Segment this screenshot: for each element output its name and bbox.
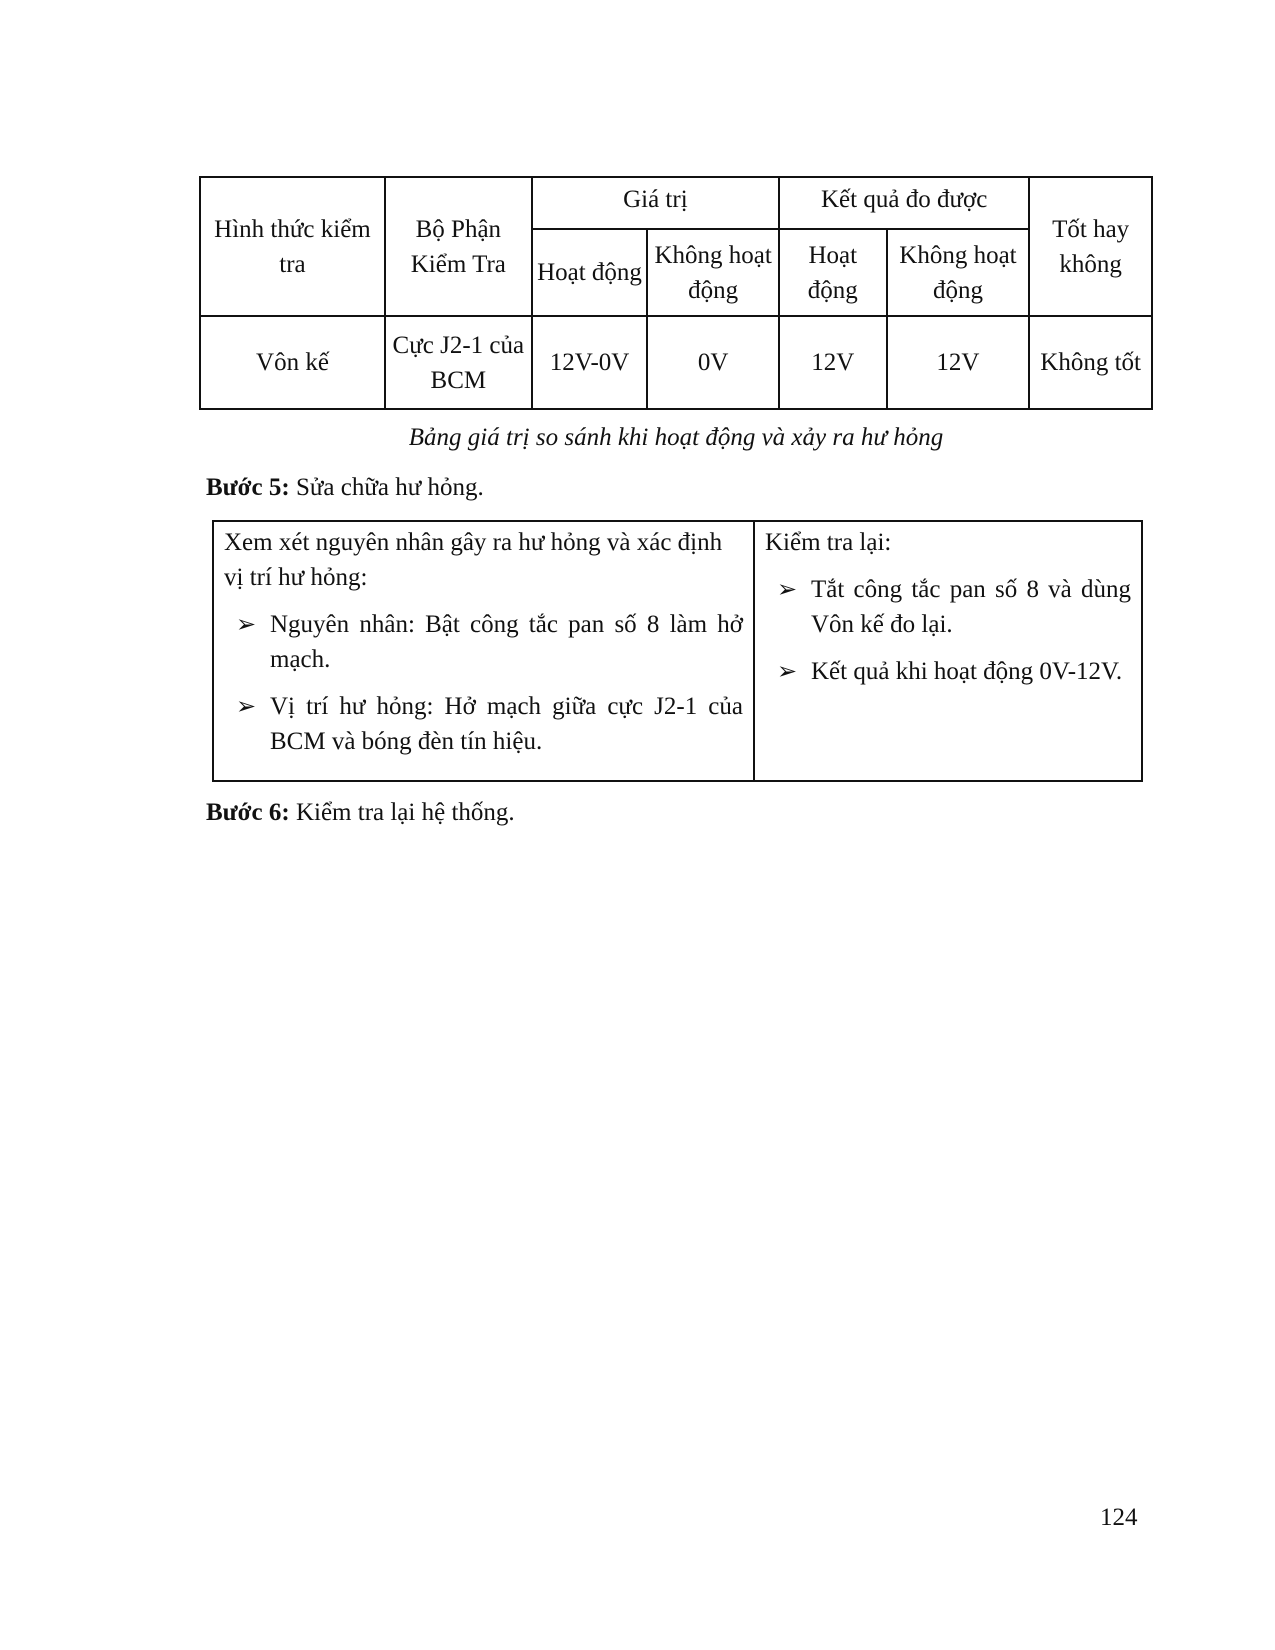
cell-gia-tri-khong-hoat-dong: 0V	[647, 316, 779, 409]
table-row	[200, 316, 1152, 409]
header-hoat-dong: Hoạt động	[779, 229, 887, 316]
arrow-bullet-icon: ➢	[777, 659, 798, 685]
header-hinh-thuc: Hình thức kiểm tra	[200, 177, 385, 316]
cell-tot-hay-khong: Không tốt	[1029, 316, 1152, 409]
arrow-bullet-icon: ➢	[777, 577, 798, 603]
list-item	[224, 607, 743, 677]
step-6-label: Bước 6:	[206, 799, 290, 826]
header-khong-hoat-dong: Không hoạt động	[647, 229, 779, 316]
location-bullet-text: Vị trí hư hỏng: Hở mạch giữa cực J2-1 của BCM và bóng đèn tín hiệu.	[270, 693, 743, 755]
step-5-label: Bước 5:	[206, 474, 290, 501]
repair-cause-cell	[213, 521, 754, 781]
header-tot-hay-khong: Tốt hay không	[1029, 177, 1152, 316]
repair-recheck-cell	[754, 521, 1142, 781]
cell-ket-qua-hoat-dong: 12V	[779, 316, 887, 409]
recheck-intro: Kiểm tra lại:	[765, 529, 892, 556]
recheck-bullet-text: Tắt công tắc pan số 8 và dùng Vôn kế đo lại.	[811, 576, 1131, 638]
list-item	[765, 572, 1131, 642]
result-bullet-text: Kết quả khi hoạt động 0V-12V.	[811, 658, 1123, 685]
list-item	[224, 689, 743, 759]
header-gia-tri: Giá trị	[532, 177, 779, 229]
cell-hinh-thuc: Vôn kế	[200, 316, 385, 409]
header-khong-hoat-dong: Không hoạt động	[887, 229, 1030, 316]
step-5	[206, 470, 484, 505]
arrow-bullet-icon: ➢	[236, 612, 257, 638]
step-6-text: Kiểm tra lại hệ thống.	[289, 799, 515, 826]
page-number: 124	[1100, 1504, 1138, 1531]
header-hoat-dong: Hoạt động	[532, 229, 648, 316]
list-item	[765, 654, 1131, 689]
cause-intro: Xem xét nguyên nhân gây ra hư hỏng và xác định vị trí hư hỏng:	[224, 529, 723, 591]
header-ket-qua: Kết quả đo được	[779, 177, 1029, 229]
measure-table	[199, 176, 1153, 410]
arrow-bullet-icon: ➢	[236, 694, 257, 720]
header-bo-phan: Bộ Phận Kiểm Tra	[385, 177, 532, 316]
repair-table	[212, 520, 1143, 782]
step-6	[206, 795, 515, 830]
cell-bo-phan: Cực J2-1 của BCM	[385, 316, 532, 409]
cell-gia-tri-hoat-dong: 12V-0V	[532, 316, 648, 409]
table-caption: Bảng giá trị so sánh khi hoạt động và xảy ra hư hỏng	[408, 424, 944, 451]
step-5-text: Sửa chữa hư hỏng.	[289, 474, 484, 501]
cell-ket-qua-khong-hoat-dong: 12V	[887, 316, 1030, 409]
cause-bullet-text: Nguyên nhân: Bật công tắc pan số 8 làm hở mạch.	[270, 611, 743, 673]
